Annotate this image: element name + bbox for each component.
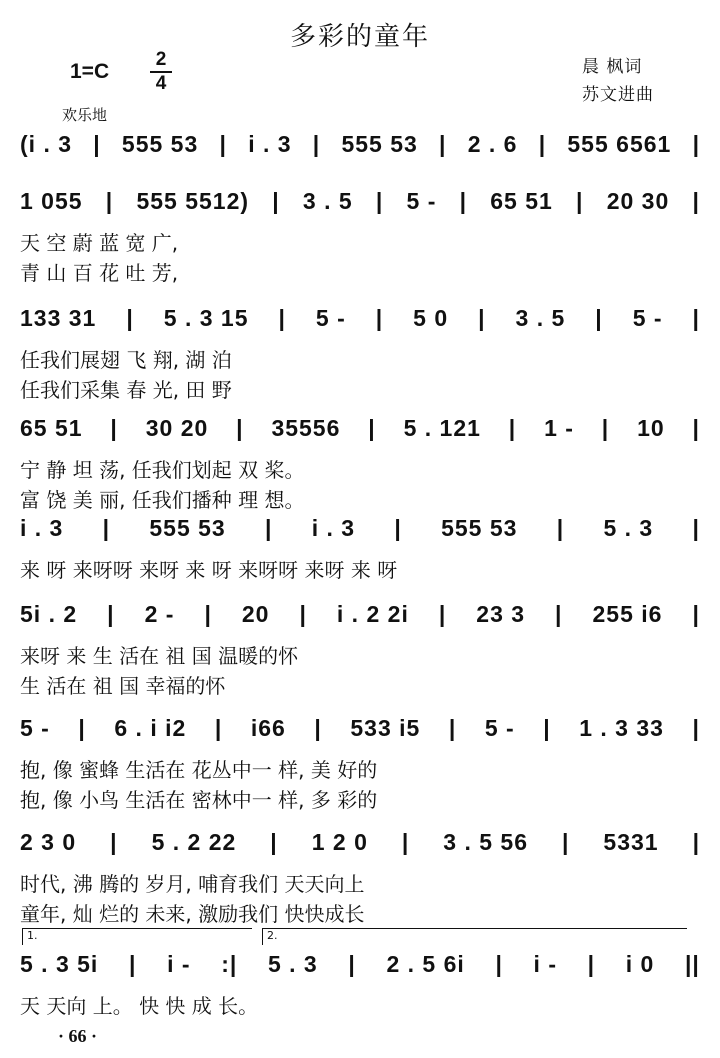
lyric-line: 来 呀 来呀呀 来呀 来 呀 来呀呀 来呀 来 呀	[20, 558, 398, 582]
notation-line	[20, 598, 700, 630]
lyric-line: 青 山 百 花 吐 芳,	[20, 261, 179, 285]
lyric-line: 任我们采集 春 光, 田 野	[20, 378, 232, 402]
note-group: 3 . 5 56	[443, 828, 528, 855]
barline: |	[692, 828, 700, 855]
barline: |	[543, 714, 551, 741]
barline: |	[236, 414, 244, 441]
lyricist-credit: 晨 枫词	[582, 57, 643, 77]
barline: |	[375, 304, 384, 331]
barline: |	[495, 950, 503, 977]
note-group: 5i . 2	[20, 600, 78, 627]
notation-line	[20, 412, 700, 444]
barline: |	[214, 714, 223, 741]
note-group: 65 51	[20, 414, 83, 441]
barline: |	[102, 514, 111, 541]
lyric-line: 任我们展翅 飞 翔, 湖 泊	[20, 348, 232, 372]
lyric-line: 童年, 灿 烂的 未来, 激励我们 快快成长	[20, 902, 365, 926]
repeat-barline: :|	[221, 950, 238, 977]
barline: |	[299, 600, 307, 627]
page-number: · 66 ·	[58, 1026, 98, 1046]
notation-line	[20, 512, 700, 544]
barline: |	[314, 714, 322, 741]
barline: |	[692, 130, 700, 157]
barline: |	[375, 187, 384, 214]
barline: |	[601, 414, 610, 441]
note-group: 5 -	[484, 714, 515, 741]
lyric-line: 抱, 像 小鸟 生活在 密林中一 样, 多 彩的	[20, 788, 378, 812]
barline: |	[93, 130, 101, 157]
note-group: 6 . i i2	[114, 714, 187, 741]
barline: |	[438, 600, 447, 627]
note-group: i -	[167, 950, 191, 977]
barline: |	[204, 600, 212, 627]
note-group: i -	[533, 950, 557, 977]
note-group: 5 -	[632, 304, 663, 331]
barline: |	[561, 828, 570, 855]
lyric-line: 富 饶 美 丽, 任我们播种 理 想。	[20, 488, 305, 512]
note-group: 5 -	[406, 187, 437, 214]
barline: |	[105, 187, 114, 214]
note-group: i . 3	[311, 514, 356, 541]
note-group: 30 20	[145, 414, 209, 441]
note-group: i . 3	[20, 514, 64, 541]
note-group: 555 53	[341, 130, 418, 157]
note-group: 555 53	[121, 130, 199, 157]
barline: |	[368, 414, 376, 441]
volta-2: 2.	[262, 928, 687, 945]
barline: |	[556, 514, 565, 541]
song-title: 多彩的童年	[289, 22, 430, 52]
time-signature	[150, 50, 172, 94]
barline: |	[348, 950, 356, 977]
barline: |	[692, 714, 700, 741]
barline: |	[459, 187, 468, 214]
barline: |	[508, 414, 517, 441]
note-group: 555 5512)	[136, 187, 250, 214]
composer-credit: 苏文进曲	[582, 85, 654, 105]
note-group: 2 3 0	[20, 828, 77, 855]
lyric-line: 生 活在 祖 国 幸福的怀	[20, 674, 226, 698]
barline: |	[555, 600, 563, 627]
notation-line	[20, 948, 700, 980]
barline: |	[219, 130, 227, 157]
barline: |	[692, 304, 700, 331]
note-group: 2 . 5 6i	[386, 950, 465, 977]
note-group: 5 0	[413, 304, 449, 331]
lyric-line: 天 天向 上。 快 快 成 长。	[20, 994, 259, 1018]
barline: |	[394, 514, 402, 541]
barline: |	[312, 130, 321, 157]
note-group: i . 2 2i	[336, 600, 409, 627]
barline: |	[595, 304, 603, 331]
barline: |	[576, 187, 584, 214]
barline: |	[587, 950, 596, 977]
note-group: 2 -	[144, 600, 175, 627]
note-group: 20	[241, 600, 270, 627]
notation-line	[20, 712, 700, 744]
note-group: 555 53	[441, 514, 518, 541]
lyric-line: 宁 静 坦 荡, 任我们划起 双 桨。	[20, 458, 305, 482]
barline: |	[272, 187, 280, 214]
note-group: 2 . 6	[467, 130, 518, 157]
note-group: 5331	[603, 828, 659, 855]
note-group: (i . 3	[20, 130, 73, 157]
note-group: i 0	[625, 950, 655, 977]
barline: |	[265, 514, 273, 541]
barline: |	[278, 304, 286, 331]
note-group: 1 055	[20, 187, 83, 214]
lyric-line: 天 空 蔚 蓝 宽 广,	[20, 231, 179, 255]
notation-line	[20, 826, 700, 858]
note-group: 255 i6	[592, 600, 663, 627]
note-group: 23 3	[476, 600, 526, 627]
final-barline: ||	[684, 950, 700, 977]
note-group: 133 31	[20, 304, 97, 331]
note-group: 555 53	[149, 514, 226, 541]
notation-line	[20, 185, 700, 217]
note-group: 5 . 2 22	[151, 828, 237, 855]
lyric-line: 来呀 来 生 活在 祖 国 温暖的怀	[20, 644, 299, 668]
note-group: 3 . 5	[515, 304, 566, 331]
note-group: 1 2 0	[311, 828, 368, 855]
note-group: 5 -	[315, 304, 346, 331]
barline: |	[128, 950, 137, 977]
note-group: 20 30	[606, 187, 670, 214]
note-group: 5 . 3 15	[163, 304, 249, 331]
barline: |	[439, 130, 447, 157]
barline: |	[401, 828, 410, 855]
barline: |	[270, 828, 278, 855]
notation-line	[20, 128, 700, 160]
note-group: 5 . 3	[603, 514, 654, 541]
note-group: 65 51	[490, 187, 553, 214]
barline: |	[126, 304, 134, 331]
note-group: 5 . 121	[403, 414, 481, 441]
note-group: 5 . 3 5i	[20, 950, 99, 977]
barline: |	[110, 414, 118, 441]
notation-line	[20, 302, 700, 334]
barline: |	[538, 130, 547, 157]
barline: |	[478, 304, 486, 331]
barline: |	[107, 600, 115, 627]
time-signature-bottom: 4	[155, 73, 167, 94]
time-signature-top: 2	[155, 49, 167, 70]
note-group: 555 6561	[567, 130, 672, 157]
note-group: 3 . 5	[302, 187, 353, 214]
barline: |	[692, 414, 700, 441]
key-signature: 1=C	[70, 60, 110, 83]
barline: |	[78, 714, 86, 741]
note-group: 533 i5	[350, 714, 421, 741]
note-group: 5 . 3	[267, 950, 318, 977]
lyric-line: 抱, 像 蜜蜂 生活在 花丛中一 样, 美 好的	[20, 758, 378, 782]
note-group: 5 -	[20, 714, 50, 741]
volta-1: 1.	[22, 928, 252, 945]
note-group: 35556	[271, 414, 341, 441]
lyric-line: 时代, 沸 腾的 岁月, 哺育我们 天天向上	[20, 872, 365, 896]
note-group: i . 3	[248, 130, 292, 157]
note-group: i66	[250, 714, 286, 741]
barline: |	[692, 514, 700, 541]
note-group: 1 -	[544, 414, 574, 441]
note-group: 10	[637, 414, 665, 441]
note-group: 1 . 3 33	[579, 714, 664, 741]
barline: |	[692, 600, 700, 627]
barline: |	[692, 187, 700, 214]
barline: |	[448, 714, 457, 741]
barline: |	[110, 828, 118, 855]
tempo-marking: 欢乐地	[62, 106, 108, 124]
